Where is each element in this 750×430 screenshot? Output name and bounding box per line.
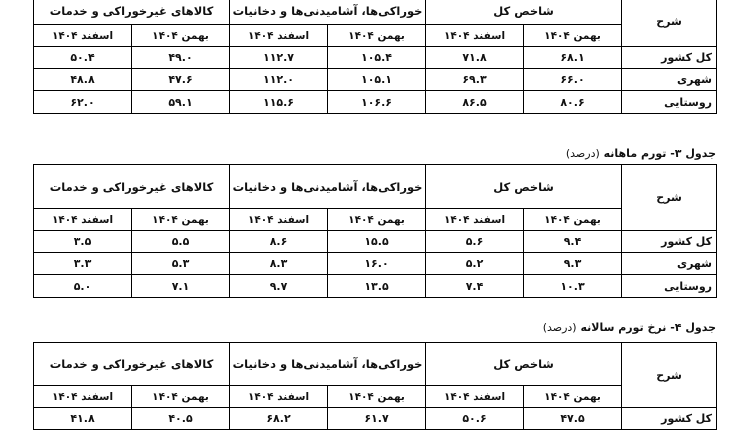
header-esfand: اسفند ۱۴۰۴: [34, 209, 132, 231]
cell: ۱۵.۵: [328, 231, 426, 253]
header-sharh: شرح: [622, 0, 717, 47]
cell: ۶۱.۷: [328, 408, 426, 430]
cell: ۱۶.۰: [328, 253, 426, 275]
cell: ۱۱۵.۶: [230, 91, 328, 114]
cell: ۸۰.۶: [524, 91, 622, 114]
header-bahman: بهمن ۱۴۰۴: [328, 209, 426, 231]
cell: ۱۳.۵: [328, 275, 426, 298]
table-3: [33, 164, 717, 298]
cell: ۴۱.۸: [34, 408, 132, 430]
header-esfand: اسفند ۱۴۰۴: [230, 386, 328, 408]
header-bahman: بهمن ۱۴۰۴: [524, 209, 622, 231]
header-food: خوراکی‌ها، آشامیدنی‌ها و دخانیات: [230, 343, 426, 386]
cell: ۱۰.۳: [524, 275, 622, 298]
table-row: [34, 253, 717, 275]
header-bahman: بهمن ۱۴۰۴: [132, 386, 230, 408]
table-4-title: جدول ۴- نرخ تورم سالانه: [580, 321, 716, 334]
cell: ۵.۶: [426, 231, 524, 253]
cell: ۵۰.۶: [426, 408, 524, 430]
table-3-unit: (درصد): [565, 147, 600, 160]
header-sharh: شرح: [622, 165, 717, 231]
table-4: [33, 342, 717, 430]
table-4-caption: [543, 321, 716, 334]
header-esfand: اسفند ۱۴۰۴: [34, 386, 132, 408]
cell: ۵.۰: [34, 275, 132, 298]
cell: ۶۸.۱: [524, 47, 622, 69]
cell: ۱۱۲.۰: [230, 69, 328, 91]
table-3-caption: [566, 147, 716, 160]
table-row: [34, 91, 717, 114]
cell: ۱۰۵.۴: [328, 47, 426, 69]
cell: ۹.۴: [524, 231, 622, 253]
cell: ۶۹.۳: [426, 69, 524, 91]
table-row: [34, 69, 717, 91]
table-3-title: جدول ۳- تورم ماهانه: [603, 147, 716, 160]
table-2: [33, 0, 717, 114]
cell: ۱۰۶.۶: [328, 91, 426, 114]
table-row: [34, 408, 717, 430]
cell: ۴۸.۸: [34, 69, 132, 91]
table-row: [34, 47, 717, 69]
header-bahman: بهمن ۱۴۰۴: [524, 386, 622, 408]
header-bahman: بهمن ۱۴۰۴: [132, 25, 230, 47]
cell: ۱۰۵.۱: [328, 69, 426, 91]
cell: ۸۶.۵: [426, 91, 524, 114]
cell: ۴۷.۵: [524, 408, 622, 430]
cell: ۶۸.۲: [230, 408, 328, 430]
cell: ۶۶.۰: [524, 69, 622, 91]
header-kol: شاخص کل: [426, 343, 622, 386]
header-esfand: اسفند ۱۴۰۴: [230, 209, 328, 231]
cell: ۵.۵: [132, 231, 230, 253]
header-esfand: اسفند ۱۴۰۴: [230, 25, 328, 47]
cell: ۵.۲: [426, 253, 524, 275]
header-esfand: اسفند ۱۴۰۴: [426, 209, 524, 231]
cell: ۴۹.۰: [132, 47, 230, 69]
header-food: خوراکی‌ها، آشامیدنی‌ها و دخانیات: [230, 0, 426, 25]
header-bahman: بهمن ۱۴۰۴: [132, 209, 230, 231]
cell: ۷.۱: [132, 275, 230, 298]
row-label: روستایی: [622, 91, 717, 114]
cell: ۷۱.۸: [426, 47, 524, 69]
cell: ۸.۶: [230, 231, 328, 253]
cell: ۸.۳: [230, 253, 328, 275]
row-label: شهری: [622, 69, 717, 91]
cell: ۵۹.۱: [132, 91, 230, 114]
header-bahman: بهمن ۱۴۰۴: [328, 25, 426, 47]
cell: ۳.۳: [34, 253, 132, 275]
header-nonfood: کالاهای غیرخوراکی و خدمات: [34, 165, 230, 209]
row-label: کل کشور: [622, 231, 717, 253]
header-esfand: اسفند ۱۴۰۴: [34, 25, 132, 47]
header-nonfood: کالاهای غیرخوراکی و خدمات: [34, 343, 230, 386]
header-esfand: اسفند ۱۴۰۴: [426, 25, 524, 47]
header-sharh: شرح: [622, 343, 717, 408]
table-row: [34, 231, 717, 253]
header-bahman: بهمن ۱۴۰۴: [328, 386, 426, 408]
row-label: شهری: [622, 253, 717, 275]
cell: ۳.۵: [34, 231, 132, 253]
header-bahman: بهمن ۱۴۰۴: [524, 25, 622, 47]
cell: ۴۷.۶: [132, 69, 230, 91]
table-4-unit: (درصد): [542, 321, 577, 334]
cell: ۶۲.۰: [34, 91, 132, 114]
table-row: [34, 275, 717, 298]
header-kol: شاخص کل: [426, 0, 622, 25]
cell: ۹.۳: [524, 253, 622, 275]
cell: ۵.۳: [132, 253, 230, 275]
cell: ۷.۴: [426, 275, 524, 298]
header-esfand: اسفند ۱۴۰۴: [426, 386, 524, 408]
header-food: خوراکی‌ها، آشامیدنی‌ها و دخانیات: [230, 165, 426, 209]
row-label: کل کشور: [622, 408, 717, 430]
cell: ۹.۷: [230, 275, 328, 298]
cell: ۴۰.۵: [132, 408, 230, 430]
header-kol: شاخص کل: [426, 165, 622, 209]
cell: ۱۱۲.۷: [230, 47, 328, 69]
cell: ۵۰.۴: [34, 47, 132, 69]
row-label: روستایی: [622, 275, 717, 298]
row-label: کل کشور: [622, 47, 717, 69]
header-nonfood: کالاهای غیرخوراکی و خدمات: [34, 0, 230, 25]
